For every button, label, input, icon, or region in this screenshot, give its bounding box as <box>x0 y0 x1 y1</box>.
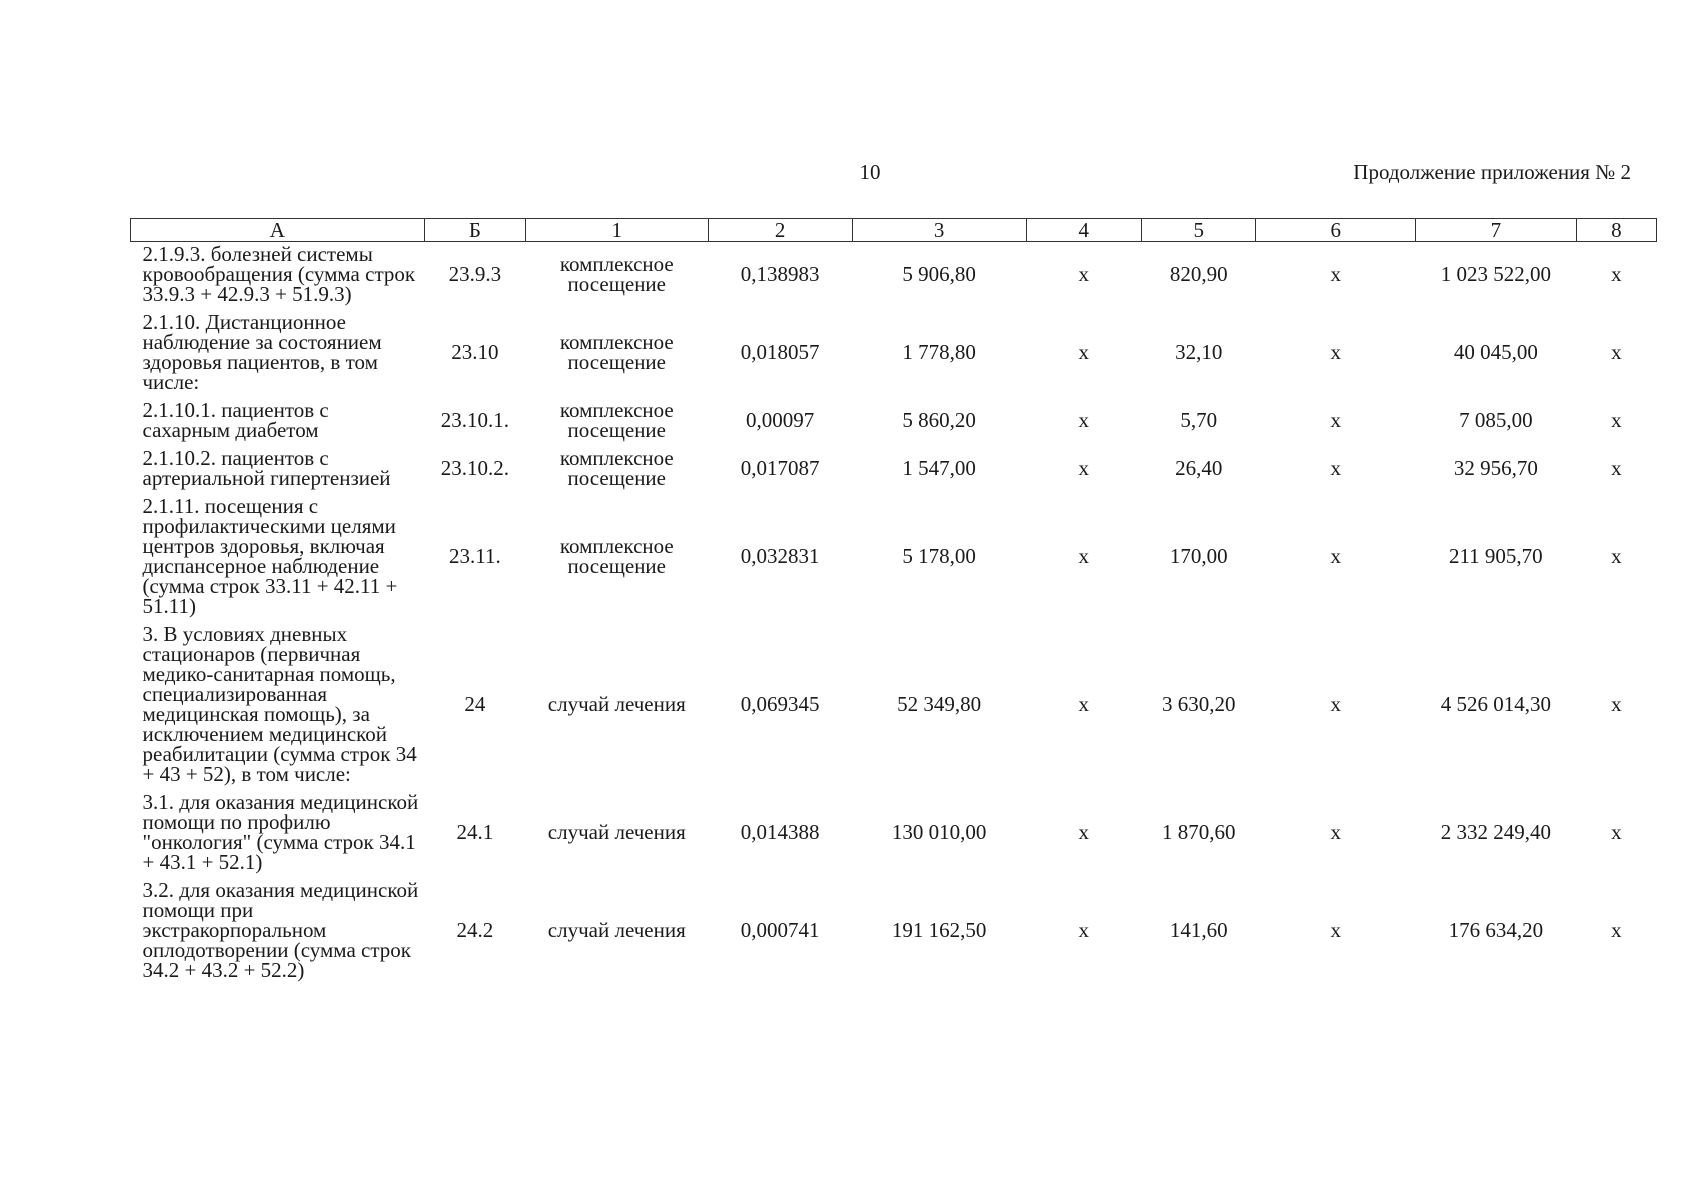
table-row <box>131 622 1657 790</box>
unit-cell: комплексное посещение <box>559 252 674 296</box>
norm-value-cell: 0,138983 <box>740 262 820 286</box>
per-capita-value-cell: 1 870,60 <box>1162 820 1236 844</box>
row-description-cell: 2.1.11. посещения с профилактическими целями центров здоровья, включая диспансерное наблюдение (сумма строк 33.11 + 42.11 + 51.11) <box>142 494 398 618</box>
norm-value-cell: 0,00097 <box>746 408 815 432</box>
col-6-cell: х <box>1330 544 1341 568</box>
per-capita-value-cell: 32,10 <box>1175 340 1223 364</box>
col-6-cell: х <box>1330 456 1341 480</box>
per-capita-value-cell: 3 630,20 <box>1162 692 1236 716</box>
col-8-cell: х <box>1611 918 1622 942</box>
column-header-row <box>131 219 1657 242</box>
table-row <box>131 790 1657 878</box>
column-header: 1 <box>525 219 708 242</box>
row-code-cell: 23.10.1. <box>440 408 509 432</box>
cost-per-unit-cell: 5 860,20 <box>902 408 976 432</box>
unit-cell: комплексное посещение <box>559 398 674 442</box>
cost-per-unit-cell: 130 010,00 <box>891 820 987 844</box>
unit-cell: комплексное посещение <box>559 534 674 578</box>
unit-cell: случай лечения <box>547 820 686 844</box>
col-4-cell: х <box>1078 340 1090 364</box>
col-6-cell: х <box>1330 820 1341 844</box>
table-body <box>131 242 1657 987</box>
total-cost-cell: 32 956,70 <box>1453 456 1538 480</box>
column-header: 7 <box>1416 219 1577 242</box>
column-header: А <box>131 219 425 242</box>
cost-per-unit-cell: 191 162,50 <box>891 918 987 942</box>
total-cost-cell: 40 045,00 <box>1453 340 1538 364</box>
data-table <box>130 218 1657 986</box>
col-6-cell: х <box>1330 408 1341 432</box>
col-4-cell: х <box>1078 820 1090 844</box>
col-4-cell: х <box>1078 262 1090 286</box>
row-code-cell: 24.2 <box>456 918 494 942</box>
unit-cell: случай лечения <box>547 918 686 942</box>
col-4-cell: х <box>1078 408 1090 432</box>
column-header: 3 <box>852 219 1026 242</box>
col-6-cell: х <box>1330 918 1341 942</box>
col-4-cell: х <box>1078 544 1090 568</box>
appendix-continuation-note: Продолжение приложения № 2 <box>1353 160 1631 184</box>
per-capita-value-cell: 5,70 <box>1180 408 1218 432</box>
norm-value-cell: 0,018057 <box>740 340 820 364</box>
row-description-cell: 2.1.9.3. болезней системы кровообращения (сумма строк 33.9.3 + 42.9.3 + 51.9.3) <box>142 242 416 306</box>
row-code-cell: 23.9.3 <box>448 262 502 286</box>
column-header: 6 <box>1256 219 1416 242</box>
col-8-cell: х <box>1611 820 1622 844</box>
norm-value-cell: 0,017087 <box>740 456 820 480</box>
col-4-cell: х <box>1078 692 1090 716</box>
table-row <box>131 446 1657 494</box>
per-capita-value-cell: 141,60 <box>1169 918 1228 942</box>
col-8-cell: х <box>1611 262 1622 286</box>
col-4-cell: х <box>1078 456 1090 480</box>
row-description-cell: 3.2. для оказания медицинской помощи при экстракорпоральном оплодотворении (сумма строк 34.2 + 43.2 + 52.2) <box>142 878 419 982</box>
total-cost-cell: 7 085,00 <box>1459 408 1533 432</box>
total-cost-cell: 1 023 522,00 <box>1440 262 1551 286</box>
row-code-cell: 23.10.2. <box>440 456 509 480</box>
cost-per-unit-cell: 1 547,00 <box>902 456 976 480</box>
unit-cell: случай лечения <box>547 692 686 716</box>
per-capita-value-cell: 170,00 <box>1169 544 1228 568</box>
column-header: Б <box>424 219 525 242</box>
table-row <box>131 398 1657 446</box>
norm-value-cell: 0,014388 <box>740 820 820 844</box>
col-8-cell: х <box>1611 692 1622 716</box>
column-header: 8 <box>1576 219 1656 242</box>
col-8-cell: х <box>1611 456 1622 480</box>
unit-cell: комплексное посещение <box>559 446 674 490</box>
col-6-cell: х <box>1330 340 1341 364</box>
col-6-cell: х <box>1330 262 1341 286</box>
per-capita-value-cell: 26,40 <box>1175 456 1223 480</box>
row-description-cell: 3.1. для оказания медицинской помощи по профилю "онкология" (сумма строк 34.1 + 43.1 + 52.1) <box>142 790 419 874</box>
norm-value-cell: 0,000741 <box>740 918 820 942</box>
column-header: 5 <box>1142 219 1256 242</box>
norm-value-cell: 0,069345 <box>740 692 820 716</box>
per-capita-value-cell: 820,90 <box>1169 262 1228 286</box>
col-8-cell: х <box>1611 544 1622 568</box>
column-header: 2 <box>708 219 852 242</box>
cost-per-unit-cell: 5 906,80 <box>902 262 976 286</box>
unit-cell: комплексное посещение <box>559 330 674 374</box>
row-code-cell: 24 <box>464 692 486 716</box>
col-6-cell: х <box>1330 692 1341 716</box>
col-8-cell: х <box>1611 340 1622 364</box>
row-code-cell: 23.10 <box>451 340 499 364</box>
cost-per-unit-cell: 1 778,80 <box>902 340 976 364</box>
total-cost-cell: 211 905,70 <box>1448 544 1543 568</box>
column-header: 4 <box>1026 219 1142 242</box>
row-description-cell: 3. В условиях дневных стационаров (первичная медико-санитарная помощь, специализированная медицинская помощь), за исключением медицинской реабилитации (сумма строк 34 + 43 + 52), в том числе: <box>142 622 417 786</box>
row-code-cell: 23.11. <box>448 544 501 568</box>
table-row <box>131 310 1657 398</box>
total-cost-cell: 2 332 249,40 <box>1440 820 1551 844</box>
page-number: 10 <box>859 160 881 184</box>
table-row <box>131 878 1657 986</box>
row-description-cell: 2.1.10.1. пациентов с сахарным диабетом <box>142 398 329 442</box>
cost-per-unit-cell: 5 178,00 <box>902 544 976 568</box>
total-cost-cell: 176 634,20 <box>1448 918 1544 942</box>
table-row <box>131 242 1657 311</box>
table-row <box>131 494 1657 622</box>
col-4-cell: х <box>1078 918 1090 942</box>
row-code-cell: 24.1 <box>456 820 494 844</box>
total-cost-cell: 4 526 014,30 <box>1440 692 1551 716</box>
row-description-cell: 2.1.10.2. пациентов с артериальной гипертензией <box>142 446 391 490</box>
row-description-cell: 2.1.10. Дистанционное наблюдение за состоянием здоровья пациентов, в том числе: <box>142 310 382 394</box>
col-8-cell: х <box>1611 408 1622 432</box>
cost-per-unit-cell: 52 349,80 <box>897 692 982 716</box>
norm-value-cell: 0,032831 <box>740 544 820 568</box>
